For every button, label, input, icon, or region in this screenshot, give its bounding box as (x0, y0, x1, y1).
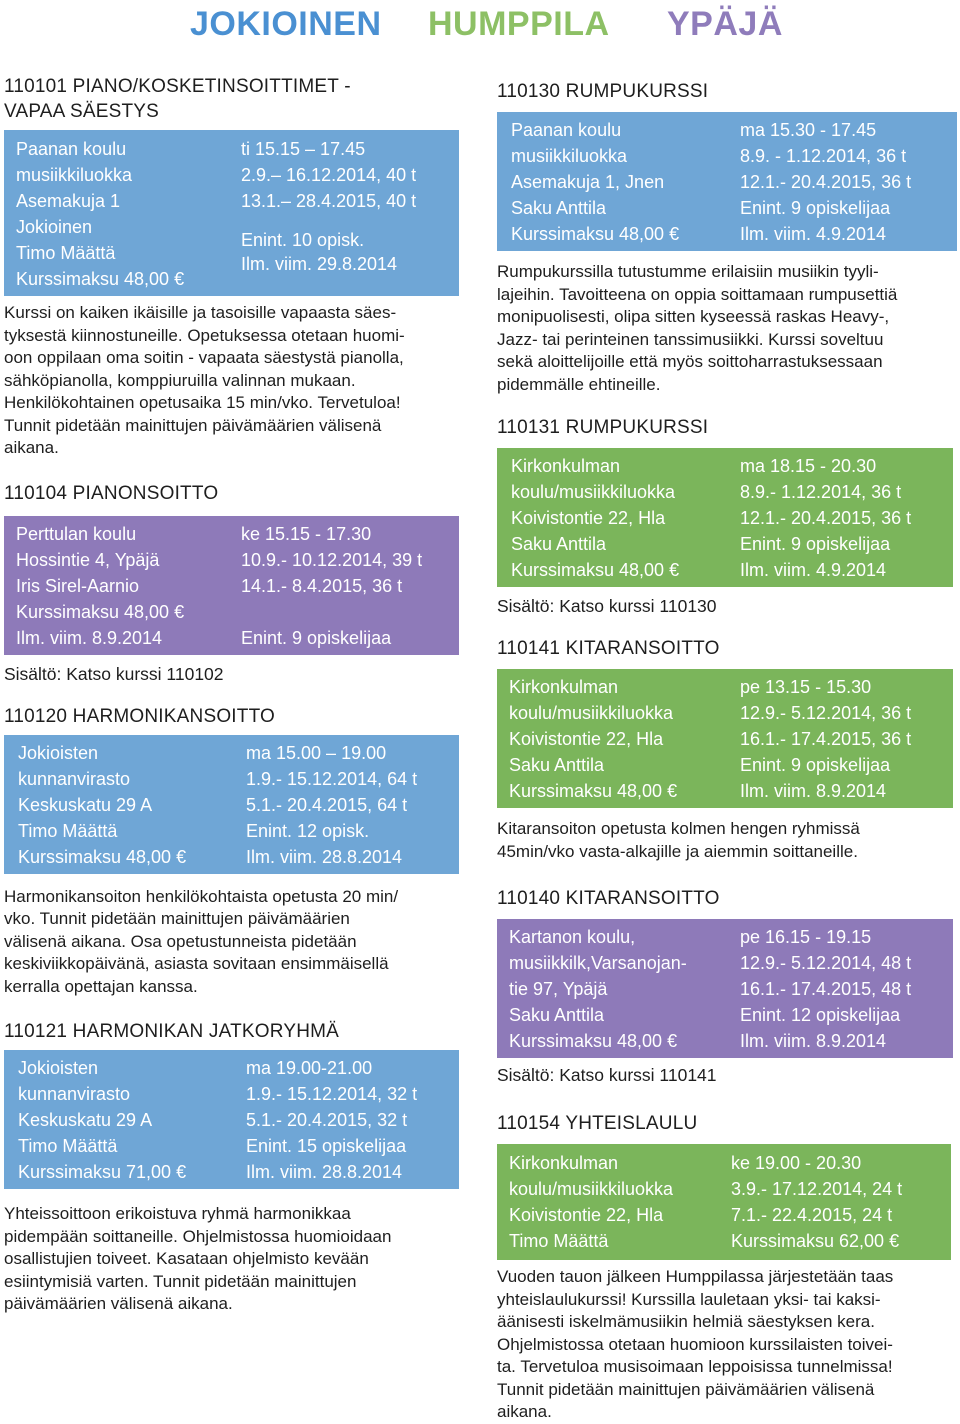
course-fee: Kurssimaksu 71,00 € (18, 1162, 187, 1182)
course-spring-dates: 14.1.- 8.4.2015, 36 t (241, 575, 403, 596)
course-max-students: Enint. 9 opiskelijaa (241, 627, 392, 648)
course-info-left (16, 521, 241, 651)
course-teacher: Iris Sirel-Aarnio (16, 575, 140, 596)
course-110120 (4, 705, 460, 999)
course-info-left (18, 740, 246, 870)
course-registration-deadline: Ilm. viim. 4.9.2014 (740, 560, 887, 580)
course-registration-deadline: Ilm. viim. 29.8.2014 (241, 254, 398, 274)
course-max-students: Enint. 10 opisk. (241, 230, 365, 250)
course-registration-deadline: Ilm. viim. 4.9.2014 (740, 224, 887, 244)
course-location: Paanan koulu (511, 120, 622, 140)
course-teacher: Timo Määttä (509, 1231, 609, 1251)
course-location: Kirkonkulman (509, 677, 619, 697)
course-autumn-dates: 3.9.- 17.12.2014, 24 t (731, 1179, 903, 1199)
course-info-box (4, 516, 459, 655)
course-fee: Kurssimaksu 62,00 € (731, 1231, 900, 1251)
course-location-room: koulu/musiikkiluokka (509, 703, 674, 723)
course-info-left (509, 1150, 731, 1254)
course-info-box (4, 1050, 459, 1189)
course-max-students: Enint. 12 opiskelijaa (740, 1005, 901, 1025)
course-info-left (509, 674, 740, 804)
course-info-right (740, 674, 945, 804)
course-fee: Kurssimaksu 48,00 € (16, 601, 185, 622)
course-teacher: Saku Anttila (509, 1005, 605, 1025)
course-spring-dates: 7.1.- 22.4.2015, 24 t (731, 1205, 893, 1225)
course-title: 110141 KITARANSOITTO (497, 638, 720, 659)
course-content-reference: Sisältö: Katso kurssi 110141 (497, 1065, 717, 1085)
course-location: Kartanon koulu, (509, 927, 636, 947)
course-title: 110120 HARMONIKANSOITTO (4, 705, 276, 727)
course-registration-deadline: Ilm. viim. 28.8.2014 (246, 846, 403, 867)
course-autumn-dates: 8.9.- 1.12.2014, 36 t (740, 482, 902, 502)
course-spring-dates: 12.1.- 20.4.2015, 36 t (740, 172, 912, 192)
course-info-right (740, 117, 945, 247)
course-location-room: koulu/musiikkiluokka (511, 482, 676, 502)
course-spring-dates: 16.1.- 17.4.2015, 36 t (740, 729, 912, 749)
course-spring-dates: 12.1.- 20.4.2015, 36 t (740, 508, 912, 528)
course-registration-deadline: Ilm. viim. 8.9.2014 (740, 781, 887, 801)
course-time: ke 15.15 - 17.30 (241, 523, 372, 544)
course-address: Keskuskatu 29 A (18, 794, 153, 815)
course-time: ma 18.15 - 20.30 (740, 456, 877, 476)
course-location-room: musiikkilk,Varsanojan- (509, 953, 687, 973)
course-spring-dates: 5.1.- 20.4.2015, 64 t (246, 794, 408, 815)
course-autumn-dates: 12.9.- 5.12.2014, 36 t (740, 703, 912, 723)
course-info-box (497, 919, 953, 1058)
course-teacher: Timo Määttä (18, 1136, 118, 1156)
course-teacher: Saku Anttila (511, 198, 607, 218)
course-title: 110131 RUMPUKURSSI (497, 417, 709, 438)
course-description: Kitaransoiton opetusta kolmen hengen ryhmissä 45min/vko vasta-alkajille ja aiemmin soittaneille. (497, 819, 860, 861)
course-fee: Kurssimaksu 48,00 € (509, 781, 678, 801)
course-info-right (241, 136, 446, 292)
course-info-left (16, 136, 241, 292)
right-column (497, 74, 957, 1424)
course-autumn-dates: 2.9.– 16.12.2014, 40 t (241, 165, 417, 185)
course-location: Kirkonkulman (511, 456, 621, 476)
course-fee: Kurssimaksu 48,00 € (511, 560, 680, 580)
course-location: Jokioisten (18, 742, 99, 763)
course-title: 110104 PIANONSOITTO (4, 482, 219, 504)
course-time: ma 15.30 - 17.45 (740, 120, 877, 140)
course-spring-dates: 5.1.- 20.4.2015, 32 t (246, 1110, 408, 1130)
course-110131 (497, 416, 957, 617)
course-location: Kirkonkulman (509, 1153, 619, 1173)
course-title: 110154 YHTEISLAULU (497, 1113, 698, 1134)
course-teacher: Saku Anttila (511, 534, 607, 554)
course-location-room: koulu/musiikkiluokka (509, 1179, 674, 1199)
course-title-line: 110101 PIANO/KOSKETINSOITTIMET - (4, 76, 351, 97)
course-location-room: musiikkiluokka (16, 165, 133, 185)
course-max-students: Enint. 15 opiskelijaa (246, 1136, 407, 1156)
course-info-box (497, 1144, 951, 1260)
course-description: Rumpukurssilla tutustumme erilaisiin musiikin tyyli- lajeihin. Tavoitteena on oppia soittamaan rumpusettiä monipuolisesti, olipa sitten kyseessä raskas Heavy-, Jazz- tai perinteinen tanssimusiikki. Kurssi soveltuu sekä aloittelijoille että myös soittoharrastuksessaan pidemmälle ehtineille. (497, 262, 898, 394)
course-autumn-dates: 12.9.- 5.12.2014, 48 t (740, 953, 912, 973)
course-110121 (4, 1020, 460, 1316)
course-location: Paanan koulu (16, 139, 127, 159)
course-address: Keskuskatu 29 A (18, 1110, 153, 1130)
course-location-room: kunnanvirasto (18, 1084, 131, 1104)
header-jokioinen: JOKIOINEN (190, 5, 382, 43)
course-registration-deadline: Ilm. viim. 28.8.2014 (246, 1162, 403, 1182)
course-info-box (4, 130, 459, 296)
course-max-students: Enint. 9 opiskelijaa (740, 755, 891, 775)
course-time: ke 19.00 - 20.30 (731, 1153, 862, 1173)
left-column (4, 74, 460, 1316)
header-ypaja: YPÄJÄ (667, 5, 783, 43)
course-info-left (509, 924, 740, 1054)
course-title: 110121 HARMONIKAN JATKORYHMÄ (4, 1021, 340, 1042)
course-autumn-dates: 10.9.- 10.12.2014, 39 t (241, 549, 423, 570)
course-info-right (246, 1055, 451, 1185)
course-info-left (18, 1055, 246, 1185)
course-110101 (4, 74, 460, 460)
course-registration-deadline: Ilm. viim. 8.9.2014 (740, 1031, 887, 1051)
course-info-left (511, 453, 740, 583)
course-info-box (497, 669, 953, 808)
course-location: Jokioisten (18, 1058, 99, 1078)
course-info-left (511, 117, 740, 247)
course-info-box (4, 735, 459, 874)
course-description: Kurssi on kaiken ikäisille ja tasoisille vapaasta säes- tyksestä kiinnostuneille. Opetuksessa otetaan huomi- oon oppilaan oma soitin - vapaata säestystä pianolla, sähköpianolla, komppiuruilla valinnan mukaan. Henkilökohtainen opetusaika 15 min/vko. Tervetuloa! Tunnit pidetään mainittujen päivämäärien välisenä aikana. (4, 303, 405, 457)
course-teacher: Timo Määttä (16, 243, 116, 263)
course-address: Koivistontie 22, Hla (509, 1205, 664, 1225)
course-address: Asemakuja 1 (16, 191, 121, 211)
course-info-box (497, 448, 953, 587)
course-title: 110130 RUMPUKURSSI (497, 81, 709, 102)
course-registration-deadline: Ilm. viim. 8.9.2014 (16, 627, 163, 648)
course-110154 (497, 1112, 957, 1424)
course-max-students: Enint. 12 opisk. (246, 820, 370, 841)
course-address: Koivistontie 22, Hla (511, 508, 666, 528)
course-info-right (740, 924, 945, 1054)
header-humppila: HUMPPILA (428, 5, 610, 43)
course-title (4, 74, 460, 124)
course-info-right (740, 453, 945, 583)
course-time: ma 15.00 – 19.00 (246, 742, 387, 763)
course-title: 110140 KITARANSOITTO (497, 888, 720, 909)
course-fee: Kurssimaksu 48,00 € (18, 846, 187, 867)
course-description: Yhteissoittoon erikoistuva ryhmä harmonikkaa pidempään soittaneille. Ohjelmistossa huomioidaan osallistujien toiveet. Kasataan ohjelmisto kevään esiintymisiä varten. Tunnit pidetään mainittujen päivämäärien välisenä aikana. (4, 1204, 392, 1313)
course-autumn-dates: 1.9.- 15.12.2014, 32 t (246, 1084, 418, 1104)
course-description: Vuoden tauon jälkeen Humppilassa järjestetään taas yhteislaulukurssi! Kurssilla lauletaan yksi- tai kaksi- äänisesti iskelmämusiikin helmiä säestyksen kera. Ohjelmistossa otetaan huomioon kurssilaisten toivei- ta. Tervetuloa musisoimaan leppoisissa tunnelmissa! Tunnit pidetään mainittujen päivämäärien välisenä aikana. (497, 1267, 894, 1421)
course-110140 (497, 887, 957, 1086)
course-fee: Kurssimaksu 48,00 € (511, 224, 680, 244)
course-info-right (246, 740, 451, 870)
course-time: ma 19.00-21.00 (246, 1058, 373, 1078)
course-max-students: Enint. 9 opiskelijaa (740, 198, 891, 218)
course-address: Hossintie 4, Ypäjä (16, 549, 160, 570)
course-info-box (497, 112, 957, 251)
course-info-right (731, 1150, 936, 1254)
course-fee: Kurssimaksu 48,00 € (16, 269, 185, 289)
course-time: pe 16.15 - 19.15 (740, 927, 872, 947)
course-autumn-dates: 1.9.- 15.12.2014, 64 t (246, 768, 418, 789)
course-time: ti 15.15 – 17.45 (241, 139, 366, 159)
course-town: Jokioinen (16, 217, 93, 237)
course-content-reference: Sisältö: Katso kurssi 110102 (4, 663, 224, 684)
course-spring-dates: 16.1.- 17.4.2015, 48 t (740, 979, 912, 999)
course-teacher: Saku Anttila (509, 755, 605, 775)
course-110141 (497, 637, 957, 863)
course-title-line: VAPAA SÄESTYS (4, 101, 160, 122)
course-110104 (4, 482, 460, 685)
course-info-right (241, 521, 446, 651)
course-description: Harmonikansoiton henkilökohtaista opetusta 20 min/ vko. Tunnit pidetään mainittujen päivämäärien välisenä aikana. Osa opetustunneista pidetään keskiviikkopäivänä, asiasta sovitaan ensimmäisellä kerralla opettajan kanssa. (4, 886, 399, 996)
course-110130 (497, 80, 957, 396)
course-max-students: Enint. 9 opiskelijaa (740, 534, 891, 554)
course-teacher: Timo Määttä (18, 820, 118, 841)
page-header (0, 2, 960, 48)
course-location-room: kunnanvirasto (18, 768, 131, 789)
course-address: tie 97, Ypäjä (509, 979, 608, 999)
course-content-reference: Sisältö: Katso kurssi 110130 (497, 596, 717, 616)
course-autumn-dates: 8.9. - 1.12.2014, 36 t (740, 146, 907, 166)
course-time: pe 13.15 - 15.30 (740, 677, 872, 697)
course-spring-dates: 13.1.– 28.4.2015, 40 t (241, 191, 417, 211)
course-address: Asemakuja 1, Jnen (511, 172, 665, 192)
course-location: Perttulan koulu (16, 523, 137, 544)
course-address: Koivistontie 22, Hla (509, 729, 664, 749)
course-location-room: musiikkiluokka (511, 146, 628, 166)
course-fee: Kurssimaksu 48,00 € (509, 1031, 678, 1051)
